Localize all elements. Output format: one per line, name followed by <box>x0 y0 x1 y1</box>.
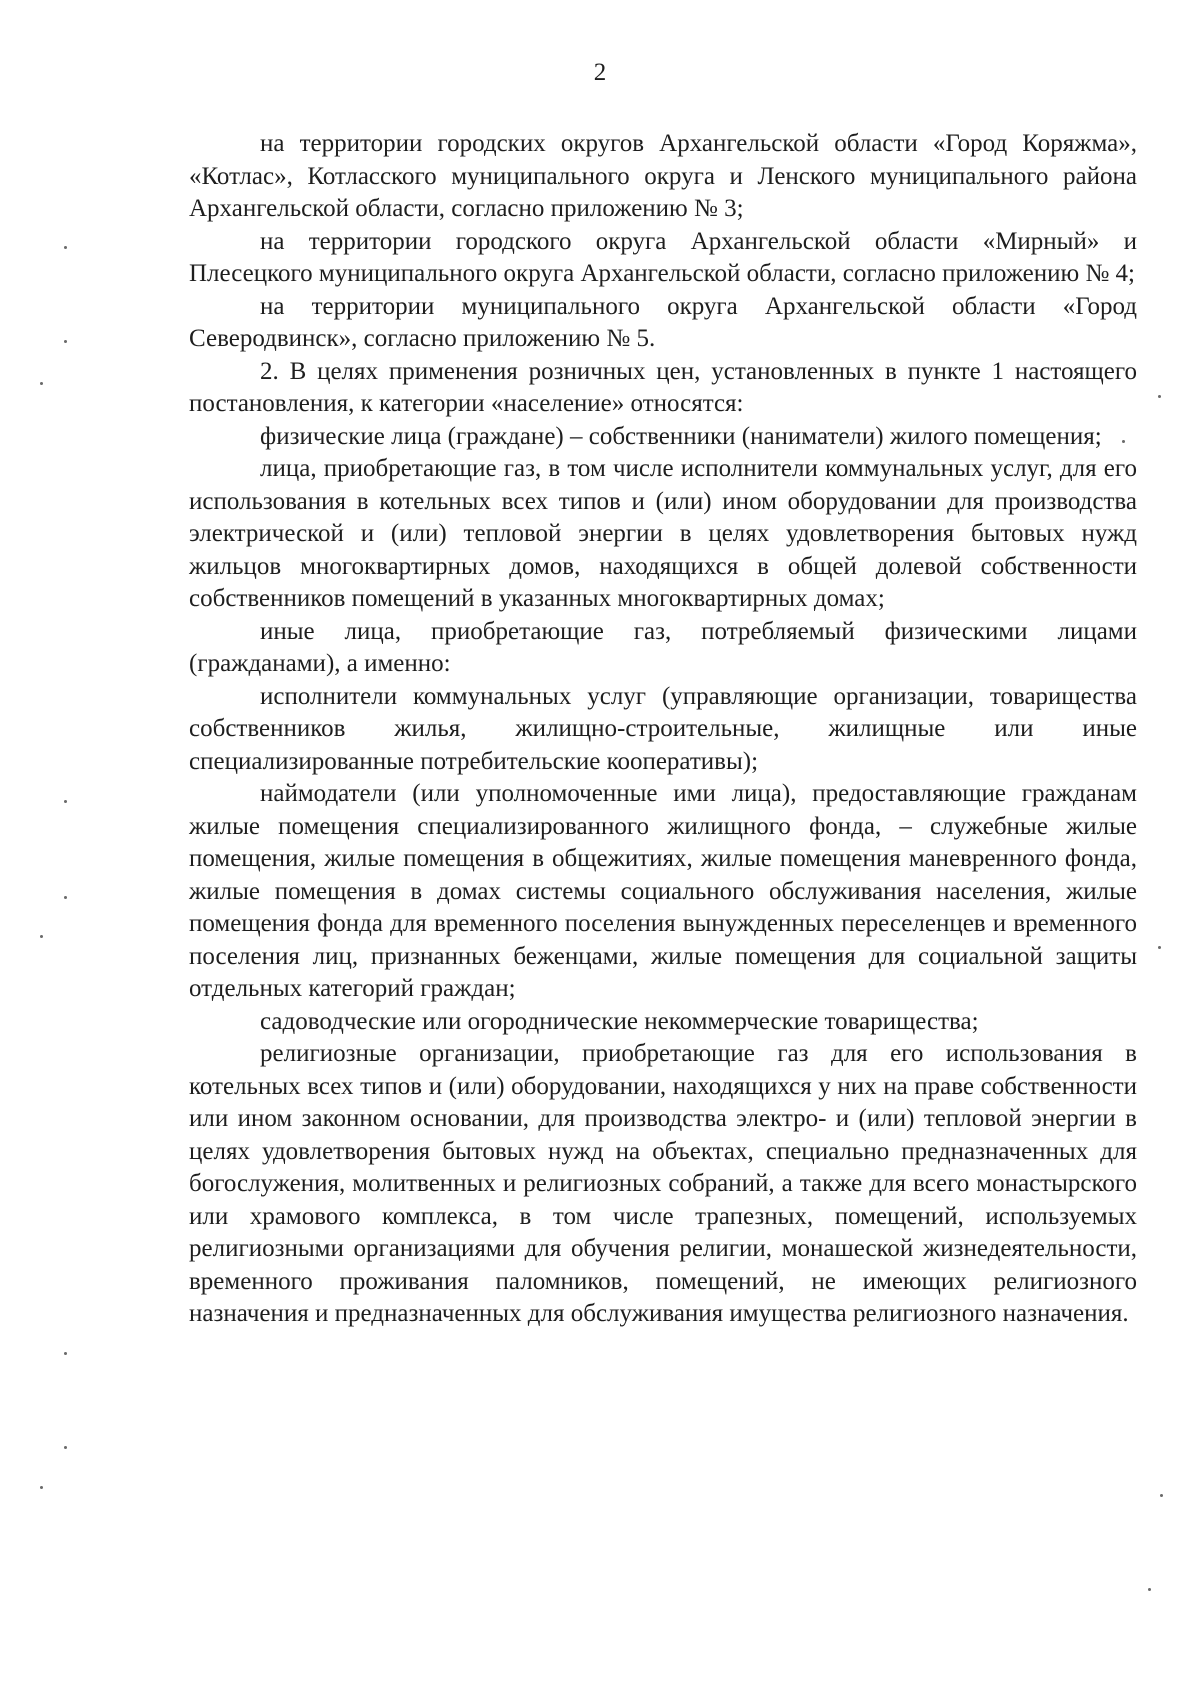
scan-speck <box>64 800 67 803</box>
paragraph-clause-2: 2. В целях применения розничных цен, установленных в пункте 1 настоящего постановления, к категории «население» относятся: <box>189 357 1137 417</box>
scan-speck <box>64 340 67 343</box>
paragraph-other-persons: иные лица, приобретающие газ, потребляемый физическими лицами (гражданами), а именно: <box>189 617 1137 677</box>
scan-speck <box>64 1352 67 1355</box>
paragraph-utility-providers: исполнители коммунальных услуг (управляющие организации, товарищества собственников жилья, жилищно-строительные, жилищные или иные специализированные потребительские кооперативы); <box>189 682 1137 775</box>
paragraph-appendix-5: на территории муниципального округа Архангельской области «Город Северодвинск», согласно приложению № 5. <box>189 292 1137 352</box>
paragraph-gardening-partnerships: садоводческие или огороднические некоммерческие товарищества; <box>260 1007 979 1035</box>
paragraph-appendix-3: на территории городских округов Архангельской области «Город Коряжма», «Котлас», Котласского муниципального округа и Ленского муниципального района Архангельской области, согласно приложению № 3; <box>189 130 1137 222</box>
scan-speck <box>64 896 67 899</box>
scan-speck <box>40 382 43 385</box>
paragraph-religious-organizations: религиозные организации, приобретающие газ для его использования в котельных всех типов и (или) оборудовании, находящихся у них на праве собственности или ином законном основании, для производства электро- и (или) тепловой энергии в целях удовлетворения бытовых нужд на объектах, специально предназначенных для богослужения, молитвенных и религиозных собраний, а также для всего монастырского или храмового комплекса, в том числе трапезных, помещений, используемых религиозными организациями для обучения религии, монашеской жизнедеятельности, временного проживания паломников, помещений, не имеющих религиозного назначения и предназначенных для обслуживания имущества религиозного назначения. <box>189 1040 1137 1327</box>
scan-speck <box>1158 395 1161 398</box>
scan-speck <box>1158 946 1161 949</box>
scan-speck <box>40 1486 43 1489</box>
scan-speck <box>1148 1588 1151 1591</box>
scan-speck <box>40 935 43 938</box>
page-number: 2 <box>593 59 607 86</box>
paragraph-individuals: физические лица (граждане) – собственники (наниматели) жилого помещения; <box>260 422 1102 450</box>
scan-speck <box>1122 440 1125 443</box>
document-body <box>189 128 1137 1331</box>
paragraph-appendix-4: на территории городского округа Архангельской области «Мирный» и Плесецкого муниципального округа Архангельской области, согласно приложению № 4; <box>189 227 1137 287</box>
scan-speck <box>64 1446 67 1449</box>
paragraph-landlords: наймодатели (или уполномоченные ими лица), предоставляющие гражданам жилые помещения специализированного жилищного фонда, – служебные жилые помещения, жилые помещения в общежитиях, жилые помещения маневренного фонда, жилые помещения в домах системы социального обслуживания населения, жилые помещения фонда для временного поселения вынужденных переселенцев и временного поселения лиц, признанных беженцами, жилые помещения для социальной защиты отдельных категорий граждан; <box>189 780 1137 1002</box>
paragraph-gas-buyers: лица, приобретающие газ, в том числе исполнители коммунальных услуг, для его использования в котельных всех типов и (или) ином оборудовании для производства электрической и (или) тепловой энергии в целях удовлетворения бытовых нужд жильцов многоквартирных домов, находящихся в общей долевой собственности собственников помещений в указанных многоквартирных домах; <box>189 455 1137 612</box>
scan-speck <box>1160 1494 1163 1497</box>
scan-speck <box>64 246 67 249</box>
